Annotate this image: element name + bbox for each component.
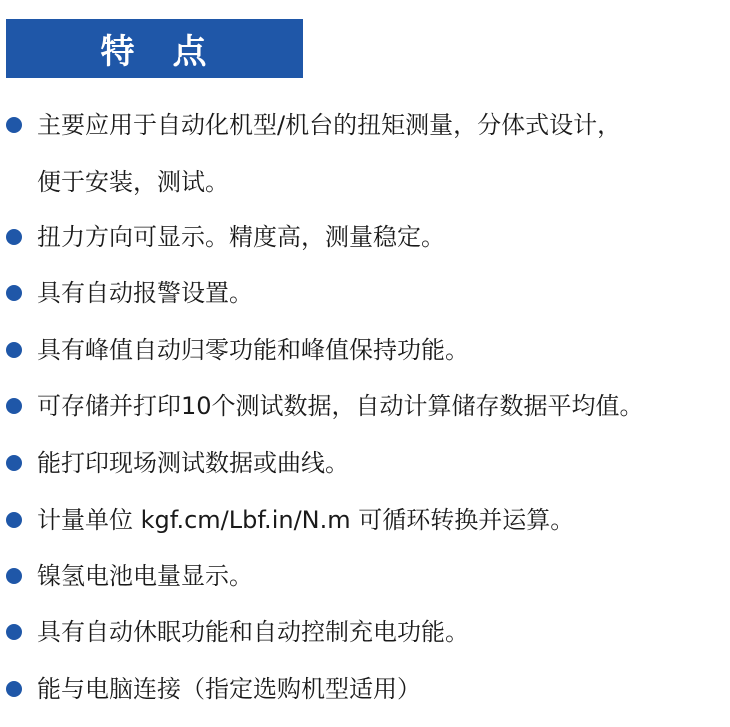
feature-text: 主要应用于自动化机型/机台的扭矩测量，分体式设计，	[37, 111, 622, 139]
feature-text-continued: 便于安装，测试。	[37, 168, 229, 196]
feature-text: 具有峰值自动归零功能和峰值保持功能。	[37, 336, 469, 364]
bullet-dot-icon	[6, 624, 22, 640]
bullet-dot-icon	[6, 285, 22, 301]
feature-text: 具有自动休眠功能和自动控制充电功能。	[37, 618, 469, 646]
bullet-dot-icon	[6, 398, 22, 414]
bullet-dot-icon	[6, 229, 22, 245]
section-title: 特 点	[100, 32, 209, 72]
bullet-dot-icon	[6, 342, 22, 358]
feature-text: 能打印现场测试数据或曲线。	[37, 449, 349, 477]
feature-text: 扭力方向可显示。精度高，测量稳定。	[37, 223, 445, 251]
feature-text: 具有自动报警设置。	[37, 279, 253, 307]
bullet-dot-icon	[6, 512, 22, 528]
bullet-dot-icon	[6, 681, 22, 697]
bullet-dot-icon	[6, 117, 22, 133]
feature-text: 可存储并打印10个测试数据，自动计算储存数据平均值。	[37, 392, 644, 420]
feature-text: 镍氢电池电量显示。	[37, 562, 253, 590]
feature-text: 计量单位 kgf.cm/Lbf.in/N.m 可循环转换并运算。	[37, 506, 575, 534]
bullet-dot-icon	[6, 568, 22, 584]
feature-text: 能与电脑连接（指定选购机型适用）	[37, 675, 421, 703]
bullet-dot-icon	[6, 455, 22, 471]
